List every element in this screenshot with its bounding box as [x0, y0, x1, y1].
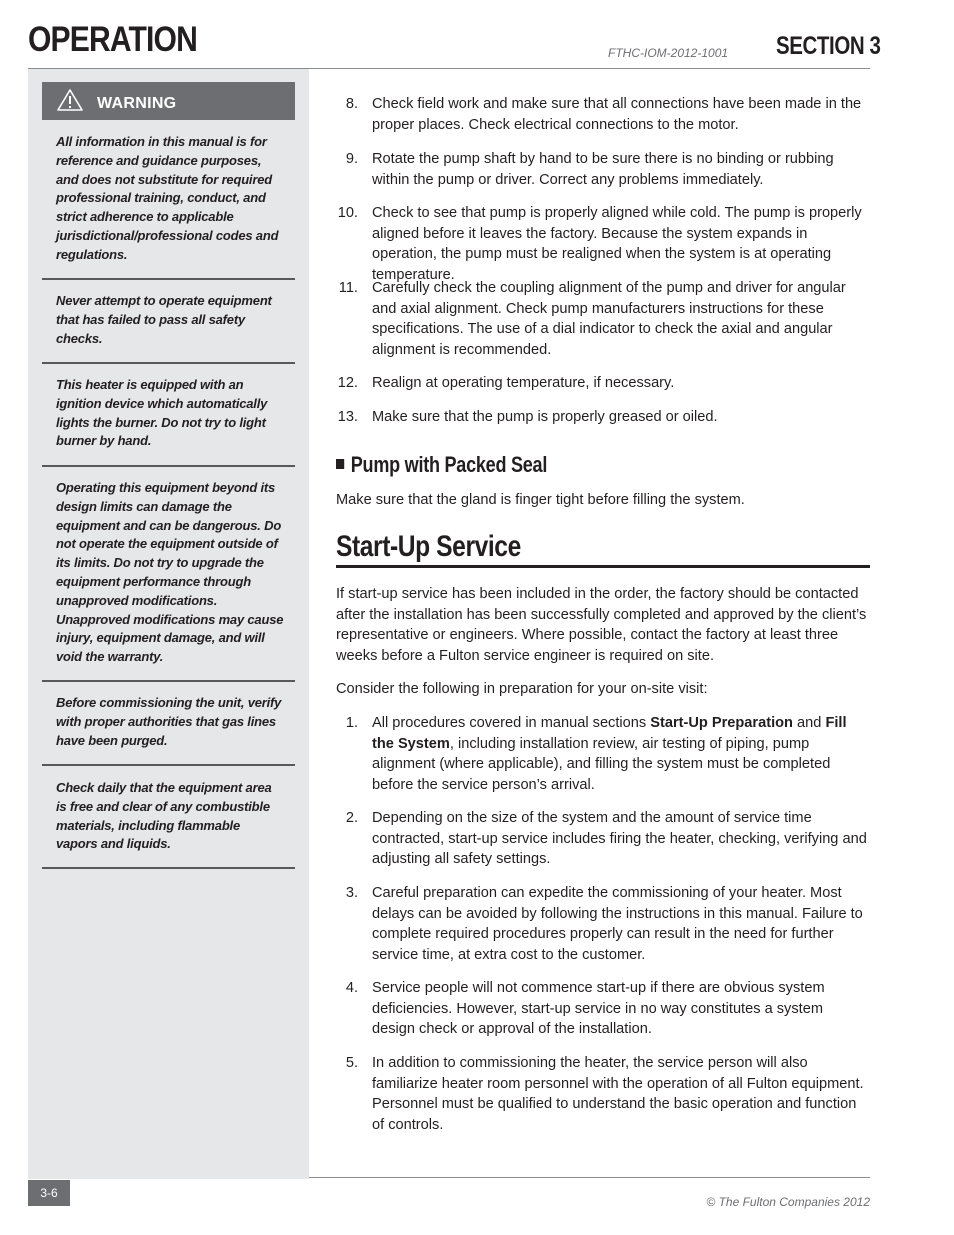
note-divider	[42, 764, 295, 766]
page-title: OPERATION	[28, 20, 197, 59]
warning-banner	[42, 82, 295, 120]
warning-note: Never attempt to operate equipment that has failed to pass all safety checks.	[56, 293, 272, 346]
list-number: 2.	[345, 810, 358, 826]
warning-note: This heater is equipped with an ignition device which automatically lights the burner. Do not try to light burner by hand.	[56, 377, 268, 449]
warning-note: All information in this manual is for reference and guidance purposes, and does not substitute for required professional training, conduct, and strict adherence to applicable jurisdictional/professional codes and regulations.	[56, 134, 279, 262]
copyright: © The Fulton Companies 2012	[706, 1195, 870, 1209]
list-text: Check field work and make sure that all connections have been made in the proper places. Check electrical connections to the motor.	[372, 96, 862, 133]
list-number: 3.	[345, 885, 358, 901]
list-number: 4.	[345, 980, 358, 996]
list-number: 5.	[345, 1055, 358, 1071]
warning-note: Before commissioning the unit, verify with proper authorities that gas lines have been purged.	[56, 695, 282, 748]
warning-triangle-icon	[57, 89, 83, 116]
list-text: In addition to commissioning the heater, the service person will also familiarize heater room personnel with the operation of all Fulton equipment. Personnel must be qualified to understand the basic operation and function of controls.	[372, 1055, 864, 1133]
section-label: SECTION 3	[776, 32, 881, 60]
list-number: 10.	[337, 205, 358, 221]
note-divider	[42, 465, 295, 467]
warning-note: Check daily that the equipment area is free and clear of any combustible materials, including flammable vapors and liquids.	[56, 780, 272, 852]
note-divider	[42, 278, 295, 280]
list-number: 12.	[337, 375, 358, 391]
list-number: 13.	[337, 409, 358, 425]
warning-label: WARNING	[97, 95, 177, 112]
list-number: 8.	[345, 96, 358, 112]
list-text: Depending on the size of the system and the amount of service time contracted, start-up service includes firing the heater, checking, verifying and adjusting all safety settings.	[372, 810, 867, 868]
list-text: All procedures covered in manual sections Start-Up Preparation and Fill the System, including installation review, air testing of piping, pump alignment (where applicable), and filling the system must be completed before the service person’s arrival.	[372, 715, 847, 793]
list-text: Realign at operating temperature, if necessary.	[372, 375, 675, 391]
subsection-heading: Pump with Packed Seal	[336, 452, 547, 478]
list-text: Careful preparation can expedite the commissioning of your heater. Most delays can be avoided by following the instructions in this manual. Failure to complete required procedures properly can result in the need for further service time, at extra cost to the customer.	[372, 885, 863, 963]
bold-term: Fill the System	[372, 715, 847, 752]
list-text: Carefully check the coupling alignment of the pump and driver for angular and axial alignment. Check pump manufacturers instructions for these specifications. The use of a dial indicator to check the axial and angular alignment is recommended.	[372, 280, 846, 358]
warning-note: Operating this equipment beyond its design limits can damage the equipment and can be dangerous. Do not operate the equipment outside of its limits. Do not try to upgrade the equipment performance through unapproved modifications. Unapproved modifications may cause injury, equipment damage, and will void the warranty.	[56, 480, 284, 665]
footer-divider	[309, 1177, 870, 1178]
page-number: 3-6	[28, 1180, 70, 1206]
note-divider	[42, 362, 295, 364]
list-text: Rotate the pump shaft by hand to be sure there is no binding or rubbing within the pump or driver. Correct any problems immediately.	[372, 151, 834, 188]
startup-intro: If start-up service has been included in the order, the factory should be contacted after the installation has been successfully completed and approved by the client’s representative or engineers. Where possible, contact the factory at least three weeks before a Fulton service engineer is required on site.	[336, 586, 867, 664]
list-text: Check to see that pump is properly aligned while cold. The pump is properly aligned before it leaves the factory. Because the system expands in operation, the pump must be realigned when the system is at operating temperature.	[372, 205, 862, 283]
list-number: 11.	[338, 280, 358, 296]
list-text: Service people will not commence start-up if there are obvious system deficiencies. However, start-up service in no way constitutes a system design check or approval of the installation.	[372, 980, 825, 1038]
list-text: Make sure that the pump is properly greased or oiled.	[372, 409, 718, 425]
bold-term: Start-Up Preparation	[650, 715, 793, 731]
document-id: FTHC-IOM-2012-1001	[608, 46, 729, 60]
note-divider	[42, 867, 295, 869]
startup-consider: Consider the following in preparation for your on-site visit:	[336, 681, 708, 697]
section-heading: Start-Up Service	[336, 530, 521, 563]
note-divider	[42, 680, 295, 682]
list-number: 9.	[345, 151, 358, 167]
list-number: 1.	[345, 715, 358, 731]
heading-underline	[336, 565, 870, 568]
packed-seal-text: Make sure that the gland is finger tight before filling the system.	[336, 492, 745, 508]
square-bullet-icon	[336, 459, 344, 469]
